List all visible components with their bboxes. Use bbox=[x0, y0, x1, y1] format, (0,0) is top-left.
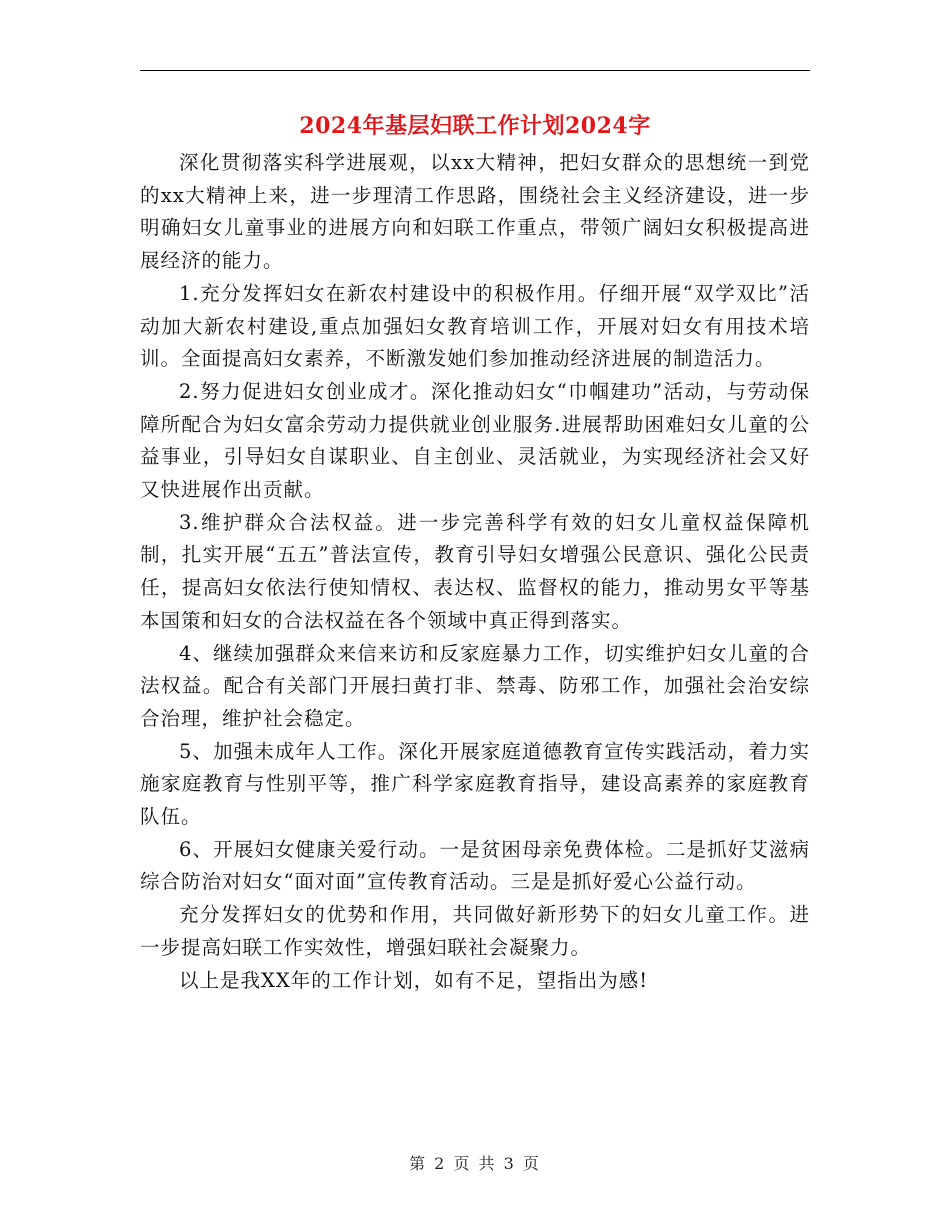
paragraph-closing: 以上是我XX年的工作计划，如有不足，望指出为感! bbox=[179, 968, 649, 992]
header-rule bbox=[140, 70, 810, 71]
paragraph-item-4: 4、继续加强群众来信来访和反家庭暴力工作，切实维护妇女儿童的合法权益。配合有关部门开展扫黄打非、禁毒、防邪工作，加强社会治安综合治理，维护社会稳定。 bbox=[140, 641, 810, 730]
document-body bbox=[140, 147, 810, 997]
paragraph-summary: 充分发挥妇女的优势和作用，共同做好新形势下的妇女儿童工作。进一步提高妇联工作实效性，增强妇联社会凝聚力。 bbox=[140, 903, 810, 959]
document-title: 2024年基层妇联工作计划2024字 bbox=[299, 113, 651, 139]
paragraph-item-5: 5、加强未成年人工作。深化开展家庭道德教育宣传实践活动，着力实施家庭教育与性别平等，推广科学家庭教育指导，建设高素养的家庭教育队伍。 bbox=[140, 739, 810, 829]
paragraph-item-3: 3.维护群众合法权益。进一步完善科学有效的妇女儿童权益保障机制，扎实开展“五五”普法宣传，教育引导妇女增强公民意识、强化公民责任，提高妇女依法行使知情权、表达权、监督权的能力，推动男女平等基本国策和妇女的合法权益在各个领域中真正得到落实。 bbox=[140, 510, 810, 632]
paragraph-item-1: 1.充分发挥妇女在新农村建设中的积极作用。仔细开展“双学双比”活动加大新农村建设,重点加强妇女教育培训工作，开展对妇女有用技术培训。全面提高妇女素养，不断激发她们参加推动经济进展的制造活力。 bbox=[140, 281, 810, 371]
paragraph-intro: 深化贯彻落实科学进展观，以xx大精神，把妇女群众的思想统一到党的xx大精神上来，进一步理清工作思路，围绕社会主义经济建设，进一步明确妇女儿童事业的进展方向和妇联工作重点，带领广阔妇女积极提高进展经济的能力。 bbox=[140, 151, 810, 273]
paragraph-item-2: 2.努力促进妇女创业成才。深化推动妇女“巾帼建功”活动，与劳动保障所配合为妇女富余劳动力提供就业创业服务.进展帮助困难妇女儿童的公益事业，引导妇女自谋职业、自主创业、灵活就业，为实现经济社会又好又快进展作出贡献。 bbox=[140, 379, 810, 502]
page-number-footer: 第 2 页 共 3 页 bbox=[409, 1154, 541, 1173]
paragraph-item-6: 6、开展妇女健康关爱行动。一是贫困母亲免费体检。二是抓好艾滋病综合防治对妇女“面对面”宣传教育活动。三是是抓好爱心公益行动。 bbox=[140, 837, 810, 894]
